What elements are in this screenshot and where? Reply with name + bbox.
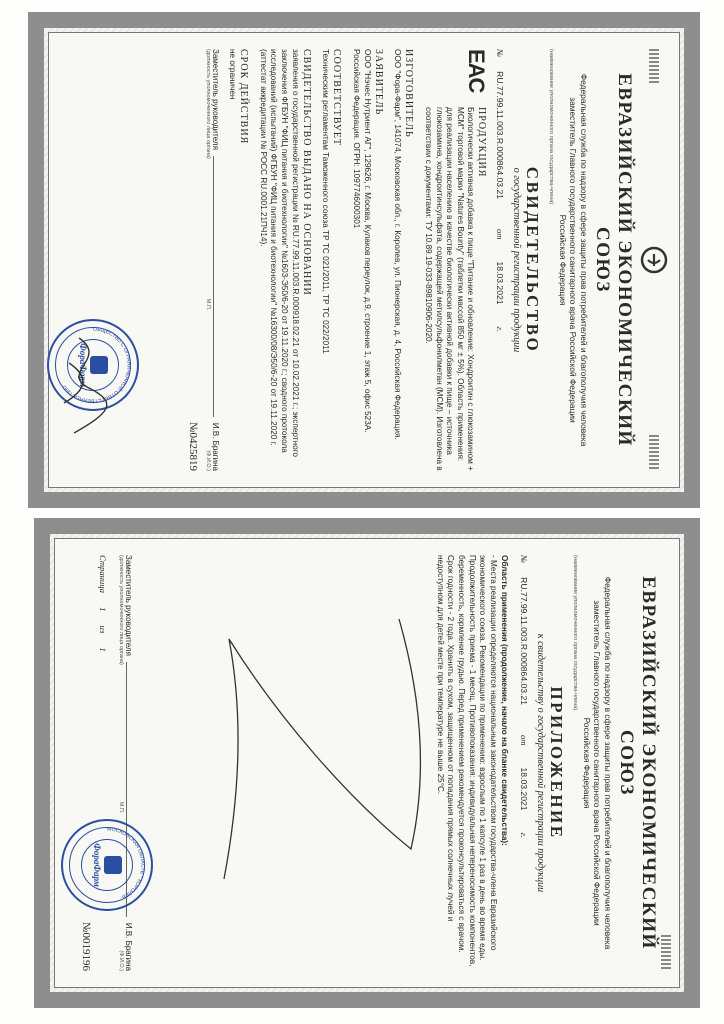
agency-line: Российская Федерация (558, 214, 568, 306)
registration-date: 18.03.2021 (495, 261, 506, 305)
registration-number: RU.77.99.11.003.R.000864.03.21 (495, 71, 506, 199)
validity-text: не ограничен (227, 49, 237, 100)
applicant-heading: ЗАЯВИТЕЛЬ (372, 49, 384, 116)
stamp-logo-icon (90, 356, 108, 374)
decor-hatch (649, 435, 659, 471)
signer-name-caption: (Ф.И.О.) (118, 950, 124, 971)
agency-caption: (наименование уполномоченного органа государства-члена) (548, 49, 555, 205)
compliance-text: Техническим регламентам Таможенного союза ТР ТС 021/2011, ТР ТС 022/2011 (321, 49, 331, 354)
document-subtitle: о государственной регистрации продукции (511, 167, 523, 353)
number-label: № (519, 555, 530, 564)
signer-role: Заместитель руководителя (211, 49, 221, 150)
compliance-heading: СООТВЕТСТВУЕТ (331, 49, 343, 147)
signer-role-caption: (должность уполномоченного лица органа) (118, 555, 124, 665)
product-text: Биологически активная добавка к пище "Питание и обновление: Хондроитин с глюкозамином + МСМ" торговой марки "Natures Bounty" (таблетки массой 850 мг ± 5%). Область применения: для реализации населению в качестве биологически активной добавки к пище – источника глюкозамина, хондроитинсульфата, содержащей метилсульфонилметан (МСМ). Изготовлена в соответствии с документами: ТУ 10.89.19-033-89810906-2020. (423, 107, 476, 471)
eac-mark: EAC (464, 49, 490, 93)
manufacturer-heading: ИЗГОТОВИТЕЛЬ (403, 49, 415, 138)
product-heading: ПРОДУКЦИЯ (476, 107, 488, 178)
signer-role-caption: (должность уполномоченного лица органа) (205, 49, 212, 159)
manufacturer-text: ООО "Фора-Фарм", 141074, Московская обл., г. Королев, ул. Пионерская, д. 4, Российская Федерация. (393, 49, 403, 440)
page-total: 1 (98, 647, 108, 652)
page-label: Страница (98, 555, 108, 593)
signature-line (213, 156, 214, 417)
decor-hatch (649, 49, 659, 85)
year-suffix: г. (495, 326, 506, 332)
stamp-region-text: МОСКОВСКАЯ ОБЛАСТЬ * КОРОЛЕВ (106, 826, 146, 900)
appendix-body (54, 538, 680, 988)
union-title: ЕВРАЗИЙСКИЙ ЭКОНОМИЧЕСКИЙ СОЮЗ (616, 576, 659, 950)
registration-date: 18.03.2021 (519, 767, 530, 811)
signer-name: И.В. Брагина (211, 422, 221, 471)
agency-line: заместитель Главного государственного санитарного врача Российской Федерации (592, 600, 603, 926)
stamp-mark-label: М.П. (118, 801, 124, 814)
company-stamp (47, 319, 139, 411)
stamp-brand: ФораФарм (78, 343, 88, 387)
company-stamp (61, 819, 153, 911)
signer-name-caption: (Ф.И.О.) (205, 450, 212, 471)
stamp-logo-icon (104, 856, 122, 874)
registration-number-row (520, 555, 530, 971)
document-subtitle: к свидетельству о государственной регистрации продукции (535, 633, 547, 893)
certificate-body (48, 32, 680, 488)
agency-line: заместитель Главного государственного санитарного врача Российской Федерации (568, 97, 579, 423)
year-suffix: г. (519, 832, 530, 838)
signer-role: Заместитель руководителя (124, 555, 133, 656)
registration-number-row (496, 49, 506, 471)
basis-text: заявления о государственной регистрации № RU.77.99.11.003.R.000918.02.21 от 10.02.2021 г.; экспертного заключения ФГБУН "ФИЦ питания и биотехнологии" №1603-Э50/6-20 от 19.11.2020 г.; сводного протокола исследований (испытаний) ФГБУН "ФИЦ питания и биотехнологии" №16300/08/Э50/6-20 от 19.11.2020 г. (аттестат аккредитации № РОСС RU.0001.21ПЧ14). (258, 49, 300, 457)
issuing-agency (582, 555, 614, 971)
eeu-logo-icon (637, 243, 671, 277)
application-area-heading: Область применения (продолжение, начало на бланке свидетельства): (500, 555, 510, 846)
agency-line: Российская Федерация (582, 717, 592, 809)
certificate-sheet (28, 12, 700, 508)
agency-caption: (наименование уполномоченного органа государства-члена) (572, 555, 579, 711)
basis-heading: СВИДЕТЕЛЬСТВО ВЫДАНО НА ОСНОВАНИИ (300, 49, 312, 296)
decor-hatch (661, 935, 671, 971)
serial-number: №0425819 (187, 422, 200, 471)
page-number: 1 (98, 607, 108, 612)
appendix-sheet (34, 518, 700, 1008)
registration-number: RU.77.99.11.003.R.000864.03.21 (519, 577, 530, 705)
date-label: от (495, 229, 506, 240)
signature-captions (205, 49, 211, 471)
number-label: № (495, 49, 506, 58)
union-title: ЕВРАЗИЙСКИЙ ЭКОНОМИЧЕСКИЙ СОЮЗ (592, 73, 635, 447)
stamp-outer-text: ОБЩЕСТВО С ОГРАНИЧЕННОЙ ОТВЕТСТВЕННОСТЬЮ (61, 326, 132, 404)
application-area-text: - Места реализации определяются национальным законодательством государства-члена Евразийского экономического союза. Рекомендации по применению: взрослым по 1 капсуле 1 раз в день во время еды. Продолжительность приема - 1 месяц. Противопоказания: индивидуальная непереносимость компонентов, беременность, кормление грудью. Перед применением рекомендуется проконсультироваться с врачом. Срок годности - 2 года. Хранить в сухом, защищенном от попадания прямых солнечных лучей и недоступном для детей месте при температуре не выше 25°С. (435, 555, 498, 967)
issuing-agency (558, 49, 590, 471)
page-of-label: из (98, 625, 108, 634)
cancellation-z-mark (209, 599, 429, 899)
signature-row (211, 49, 220, 471)
document-title: СВИДЕТЕЛЬСТВО (523, 166, 543, 354)
stamp-brand: ФораФарм (92, 843, 102, 887)
document-title: ПРИЛОЖЕНИЕ (547, 686, 567, 840)
stamp-mark-label: М.П. (205, 298, 212, 311)
agency-line: Федеральная служба по надзору в сфере защиты прав потребителей и благополучия человека (579, 73, 589, 447)
agency-line: Федеральная служба по надзору в сфере защиты прав потребителей и благополучия человека (603, 576, 613, 950)
serial-number: №0019196 (80, 922, 92, 971)
signer-name: И.В. Брагина (124, 922, 133, 971)
date-label: от (519, 735, 530, 746)
applicant-text: ООО "Нэчес Нутриент АГ", 129626, г. Москва, Кулаков переулок, д.9, строение 1, этаж 5, офис 523А. Российская Федерация. ОГРН: 1097746000301 (351, 49, 372, 433)
validity-heading: СРОК ДЕЙСТВИЯ (237, 49, 249, 145)
